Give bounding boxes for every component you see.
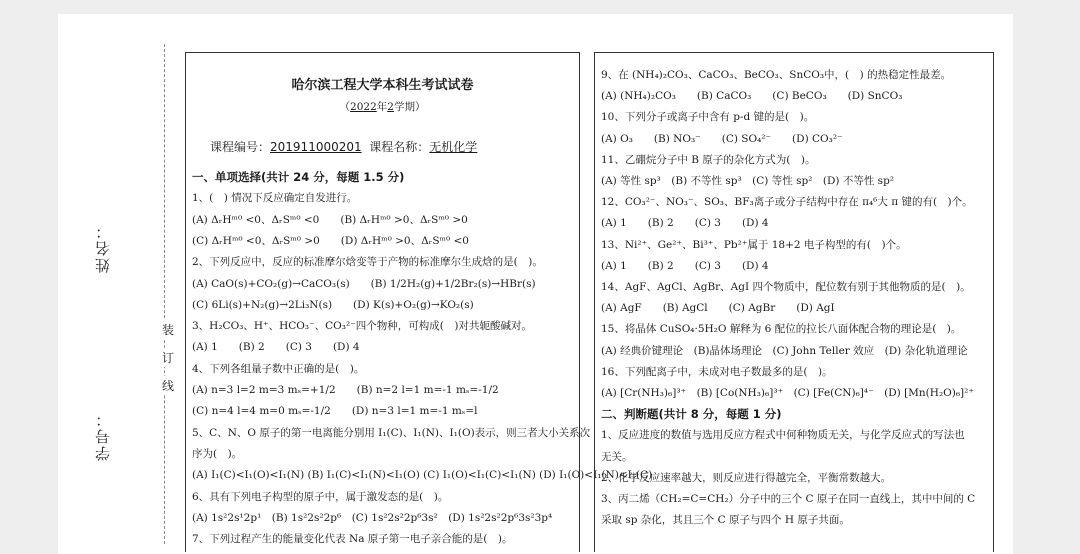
section-heading: 一、单项选择(共计 24 分，每题 1.5 分)	[192, 170, 405, 184]
question-line: (A) (NH₄)₂CO₃ (B) CaCO₃ (C) BeCO₃ (D) SnCO₃	[601, 90, 903, 103]
question-line: 2、化学反应速率越大，则反应进行得越完全，平衡常数越大。	[601, 471, 892, 484]
question-line: (A) O₃ (B) NO₃⁻ (C) SO₄²⁻ (D) CO₃²⁻	[601, 132, 843, 145]
question-line: 2、下列反应中，反应的标准摩尔焓变等于产物的标准摩尔生成焓的是( )。	[192, 256, 543, 269]
semester-line	[186, 101, 579, 114]
course-no: 201911000201	[270, 140, 362, 154]
question-line: 5、C、N、O 原子的第一电离能分别用 I₁(C)、I₁(N)、I₁(O)表示，则三者大小关系次	[192, 426, 591, 439]
question-line: (C) 6Li(s)+N₂(g)→2Li₃N(s) (D) K(s)+O₂(g)→KO₂(s)	[192, 298, 474, 311]
question-line: 14、AgF、AgCl、AgBr、AgI 四个物质中，配位数有别于其他物质的是( )。	[601, 281, 971, 293]
question-line: (C) n=4 l=4 m=0 mₛ=-1/2 (D) n=3 l=1 m=-1 mₛ=l	[192, 405, 478, 418]
question-line: 13、Ni²⁺、Ge²⁺、Bi³⁺、Pb²⁺属于 18+2 电子构型的有( )个。	[601, 238, 907, 251]
question-line: (A) 1 (B) 2 (C) 3 (D) 4	[601, 217, 769, 230]
question-line: (A) AgF (B) AgCl (C) AgBr (D) AgI	[601, 302, 835, 315]
question-line: (C) ΔᵣHᵐ⁰ <0、ΔᵣSᵐ⁰ >0 (D) ΔᵣHᵐ⁰ >0、ΔᵣSᵐ⁰ <0	[192, 234, 469, 247]
question-line: 1、( ) 情况下反应确定自发进行。	[192, 192, 358, 205]
semester-close: 学期）	[393, 101, 426, 113]
section-heading: 二、判断题(共计 8 分，每题 1 分)	[601, 407, 782, 422]
question-line: 7、下列过程产生的能量变化代表 Na 原子第一电子亲合能的是( )。	[192, 533, 513, 546]
course-no-label: 课程编号：	[210, 140, 271, 154]
semester-num: 2	[387, 101, 394, 113]
question-line: (A) n=3 l=2 m=3 mₛ=+1/2 (B) n=2 l=1 m=-1 mₛ=-1/2	[192, 384, 499, 396]
question-line: (A) 等性 sp³ (B) 不等性 sp³ (C) 等性 sp² (D) 不等性 sp²	[601, 175, 894, 187]
question-line: (A) [Cr(NH₃)₆]³⁺ (B) [Co(NH₃)₆]³⁺ (C) [Fe(CN)₆]⁴⁻ (D) [Mn(H₂O)₆]²⁺	[601, 387, 974, 399]
question-line: (A) 1s²2s¹2p¹ (B) 1s²2s²2p⁶ (C) 1s²2s²2p⁶3s² (D) 1s²2s²2p⁶3s²3p⁴	[192, 511, 553, 524]
course-name-label: 课程名称：	[369, 140, 430, 154]
question-line: 无关。	[601, 450, 633, 463]
question-line: (A) CaO(s)+CO₂(g)→CaCO₃(s) (B) 1/2H₂(g)+1/2Br₂(s)→HBr(s)	[192, 277, 536, 290]
question-line: 4、下列各组量子数中正确的是( )。	[192, 362, 365, 375]
question-line: 序为( )。	[192, 447, 243, 460]
question-line: 3、H₂CO₃、H⁺、HCO₃⁻、CO₃²⁻四个物种，可构成( )对共轭酸碱对。	[192, 320, 532, 333]
right-column	[594, 52, 994, 552]
student-id-label: 学号：	[94, 410, 112, 461]
question-line: 3、丙二烯（CH₂=C=CH₂）分子中的三个 C 原子在同一直线上，其中中间的 C	[601, 493, 976, 505]
question-line: 11、乙硼烷分子中 B 原子的杂化方式为( )。	[601, 153, 816, 166]
question-line: 12、CO₃²⁻、NO₃⁻、SO₃、BF₃离子或分子结构中存在 π₄⁶大 π 键的有( )个。	[601, 196, 973, 209]
binding-char-1: 装	[162, 320, 174, 339]
question-line: 15、将晶体 CuSO₄·5H₂O 解释为 6 配位的拉长八面体配合物的理论是( )。	[601, 323, 962, 336]
course-name: 无机化学	[429, 140, 478, 154]
question-line: 6、具有下列电子构型的原子中，属于激发态的是( )。	[192, 490, 449, 503]
binding-dashed-line	[164, 44, 165, 544]
binding-char-2: 订	[162, 348, 174, 367]
question-line: (A) 1 (B) 2 (C) 3 (D) 4	[601, 259, 769, 272]
name-label: 姓名：	[94, 222, 112, 273]
question-line: 10、下列分子或离子中含有 p-d 键的是( )。	[601, 111, 815, 124]
question-line: (A) ΔᵣHᵐ⁰ <0、ΔᵣSᵐ⁰ <0 (B) ΔᵣHᵐ⁰ >0、ΔᵣSᵐ⁰ >0	[192, 213, 468, 226]
question-line: 1、反应进度的数值与选用反应方程式中何种物质无关，与化学反应式的写法也	[601, 429, 965, 442]
exam-title: 哈尔滨工程大学本科生考试试卷	[291, 78, 474, 93]
binding-char-3: 线	[162, 376, 174, 395]
course-info	[210, 141, 575, 154]
question-line: 16、下列配离子中，未成对电子数最多的是( )。	[601, 365, 833, 378]
question-line: (A) 1 (B) 2 (C) 3 (D) 4	[192, 341, 360, 354]
semester-year: 2022	[350, 101, 377, 113]
question-line: (A) 经典价键理论 (B)晶体场理论 (C) John Teller 效应 (D) 杂化轨道理论	[601, 344, 968, 357]
semester-mid: 年	[376, 101, 388, 113]
semester-open: （	[339, 101, 351, 113]
question-line: (A) I₁(C)<I₁(O)<I₁(N) (B) I₁(C)<I₁(N)<I₁(O) (C) I₁(O)<I₁(C)<I₁(N) (D) I₁(O)<I₁(N)<I₁(C)	[192, 469, 653, 482]
question-line: 采取 sp 杂化，其且三个 C 原子与四个 H 原子共面。	[601, 514, 850, 527]
question-line: 9、在 (NH₄)₂CO₃、CaCO₃、BeCO₃、SnCO₃中，( ) 的热稳定性最差。	[601, 69, 952, 81]
